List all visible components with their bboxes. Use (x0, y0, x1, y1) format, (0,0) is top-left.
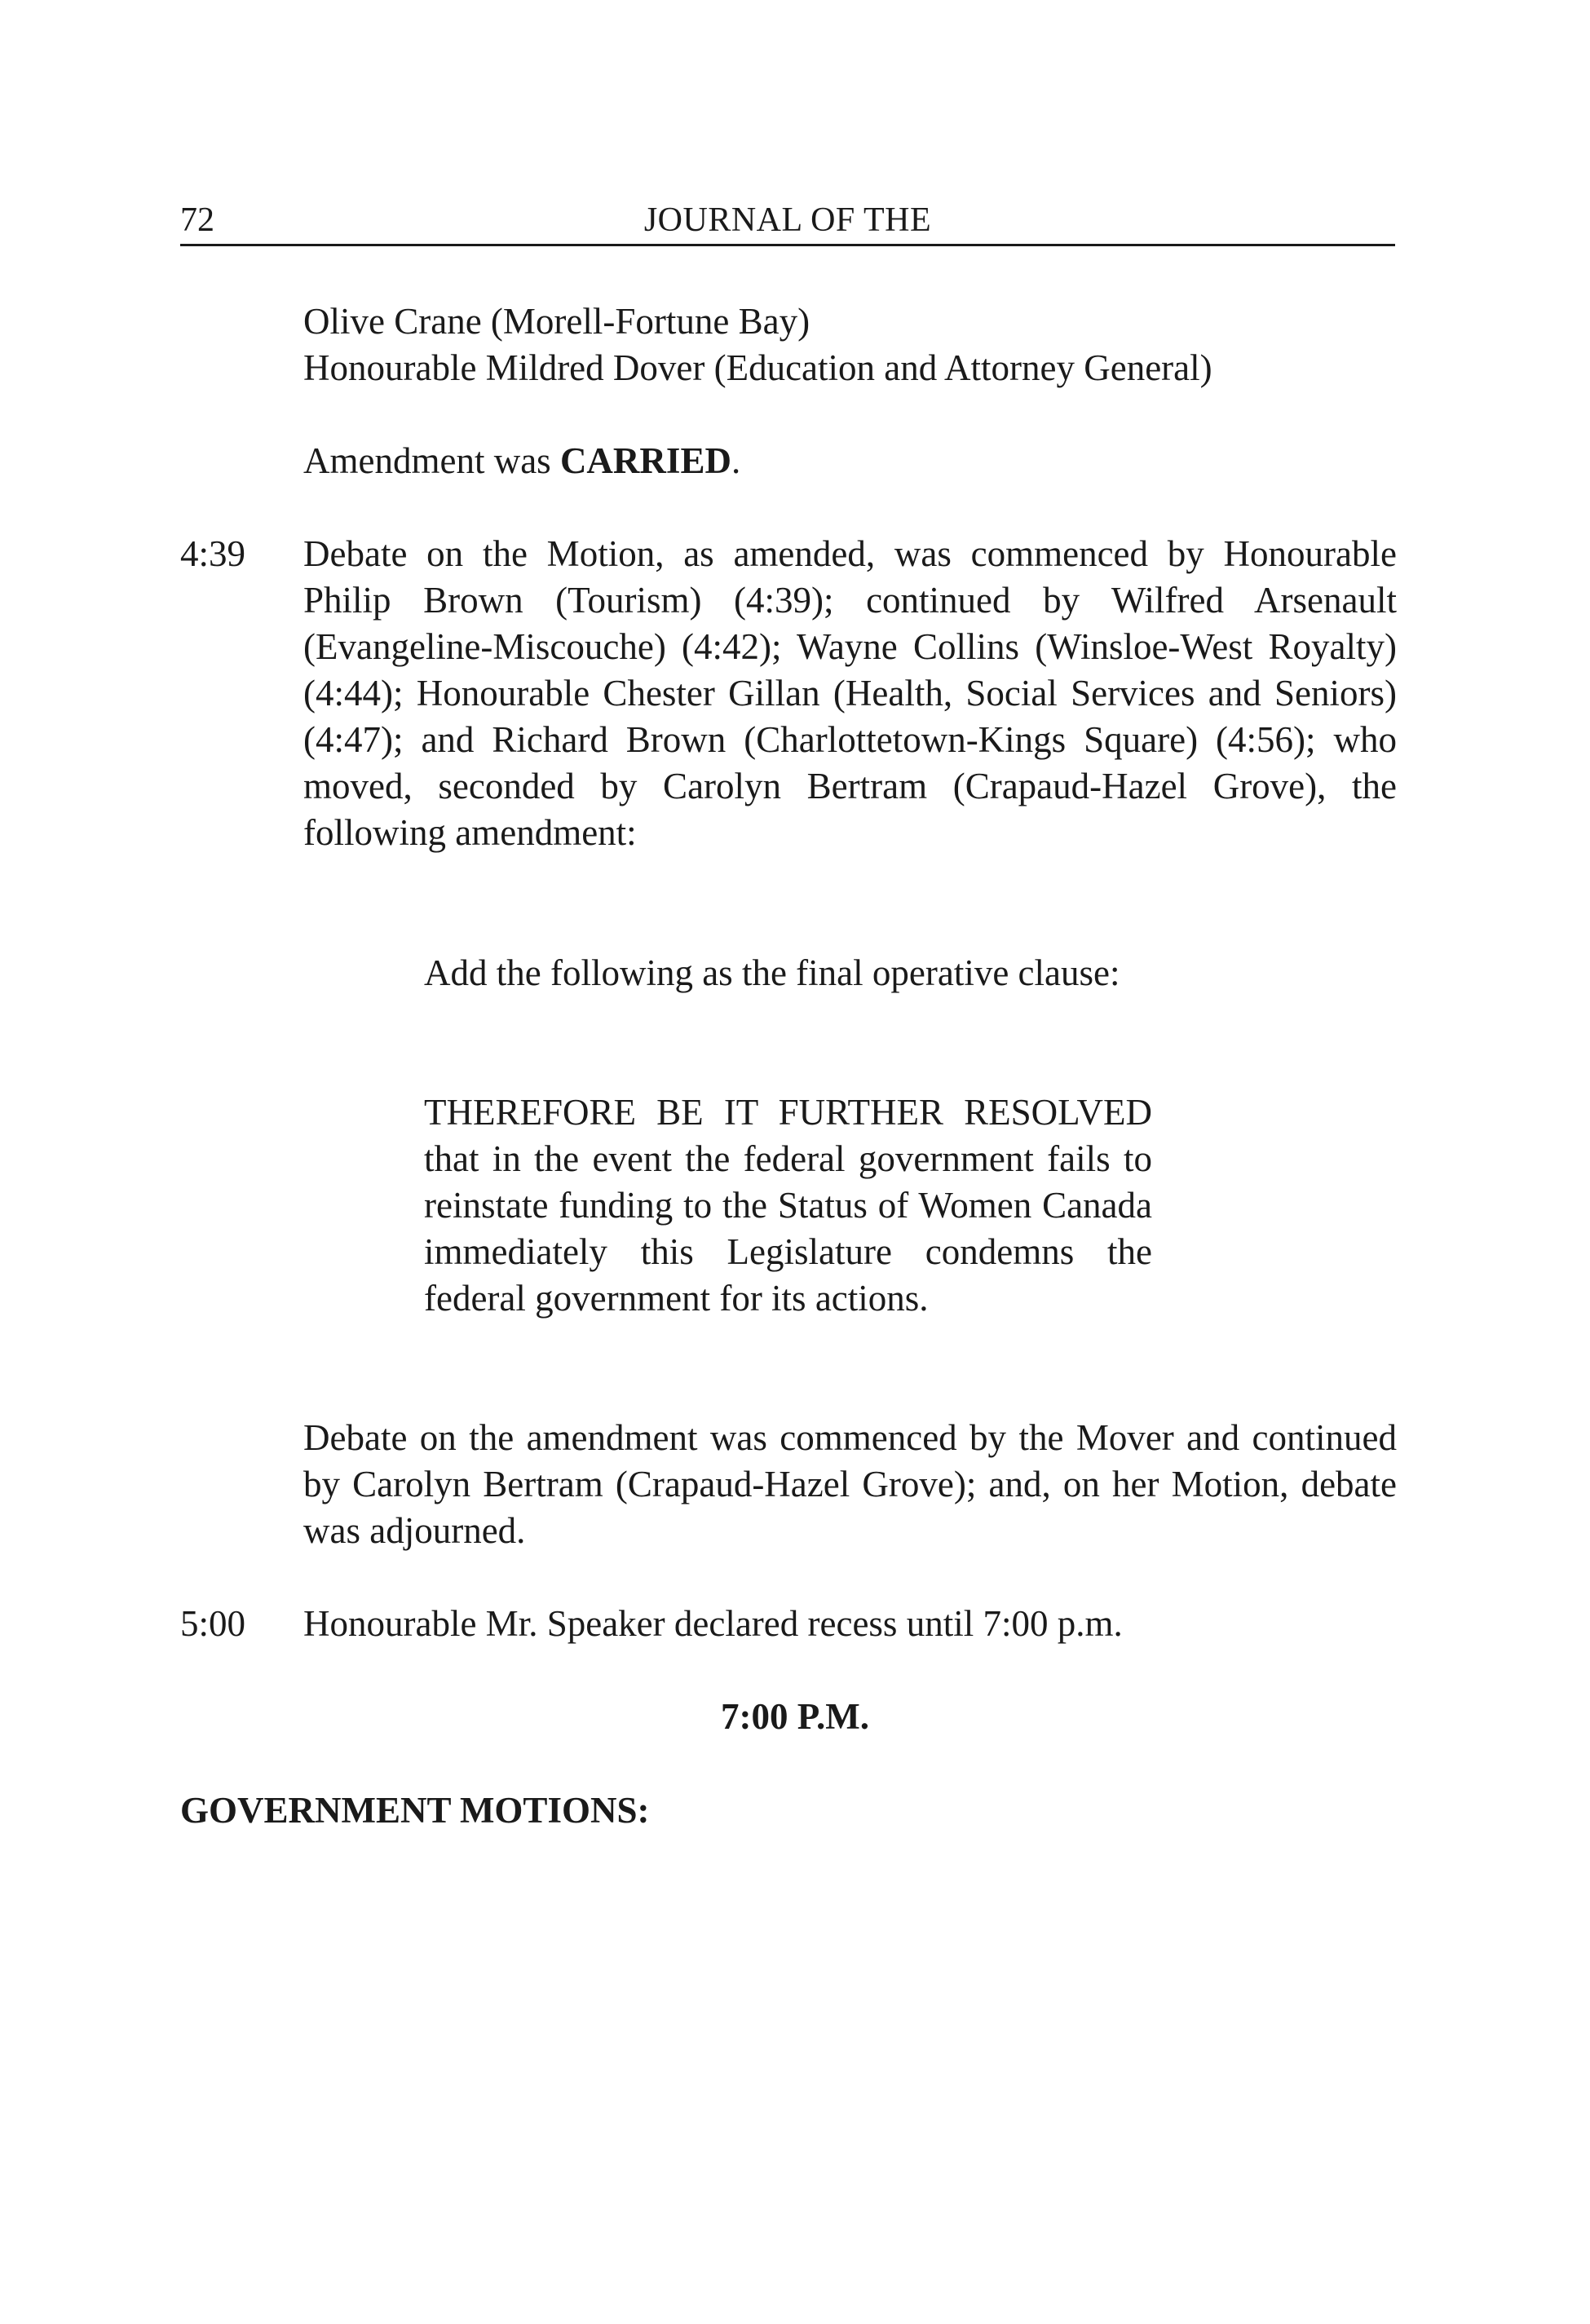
session-heading: 7:00 P.M. (720, 1696, 870, 1737)
debate-note-text: Debate on the amendment was commenced by the Mover and continued by Carolyn Bertram (Crapaud-Hazel Grove); and, on her Motion, debate was adjourned. (303, 1417, 1397, 1551)
running-head: JOURNAL OF THE (643, 201, 932, 239)
entry-paragraph-439: Debate on the Motion, as amended, was commenced by Honourable Philip Brown (Tourism) (4:39); continued by Wilfred Arsenault (Evangeline-Miscouche) (4:42); Wayne Collins (Winsloe-West Royalty) (4:44); Honourable Chester Gillan (Health, Social Services and Seniors) (4:47); and Richard Brown (Charlottetown-Kings Square) (4:56); who moved, seconded by Carolyn Bertram (Crapaud-Hazel Grove), the following amendment: (303, 533, 1397, 853)
page-number: 72 (180, 201, 214, 239)
page-header (180, 195, 1395, 246)
entry-text-500: Honourable Mr. Speaker declared recess until 7:00 p.m. (303, 1603, 1123, 1644)
member-line-2: Honourable Mildred Dover (Education and Attorney General) (303, 347, 1212, 388)
section-heading: GOVERNMENT MOTIONS: (180, 1790, 650, 1831)
amendment-resolution (424, 1089, 1152, 1322)
amendment-result (303, 438, 740, 484)
amendment-result-suffix: . (731, 440, 741, 481)
debate-note (303, 1415, 1397, 1554)
amendment-intro-text: Add the following as the final operative clause: (424, 952, 1120, 993)
amendment-result-status: CARRIED (559, 440, 731, 481)
amendment-result-prefix: Amendment was (303, 440, 560, 481)
member-line-1: Olive Crane (Morell-Fortune Bay) (303, 301, 810, 342)
entry-time-500: 5:00 (180, 1603, 246, 1644)
amendment-resolution-text: THEREFORE BE IT FURTHER RESOLVED that in the event the federal government fails to reinstate funding to the Status of Women Canada immediately this Legislature condemns the federal government for its actions. (424, 1092, 1152, 1319)
amendment-intro (424, 950, 1152, 996)
entry-text-439 (303, 531, 1397, 856)
entry-time-439: 4:39 (180, 533, 246, 574)
